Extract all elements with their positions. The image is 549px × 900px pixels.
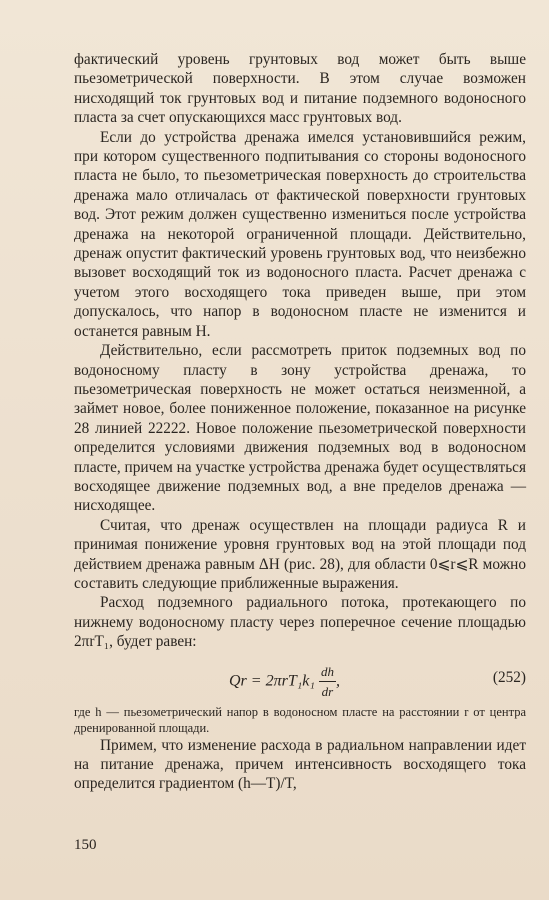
paragraph: Считая, что дренаж осуществлен на площади радиуса R и принимая понижение уровня грунтовых вод на этой площади под действием дренажа равным ΔH (рис. 28), для области 0⩽r⩽R можно составить следующие приближенные выражения.: [74, 516, 526, 592]
equation-left: Qr = 2πrT₁k₁: [229, 672, 315, 690]
paragraph: фактический уровень грунтовых вод может быть выше пьезометрической поверхности. В этом случае возможен нисходящий ток грунтовых вод и питание подземного водоносного пласта за счет опускающихся масс грунтовых вод.: [74, 51, 526, 127]
body-text: [74, 50, 526, 794]
page-number: 150: [74, 837, 97, 853]
fraction-denominator: dr: [321, 684, 334, 699]
equation-body: Qr = 2πrT₁k₁ $\frac{dh}{dr}$ ,: [229, 662, 340, 702]
paragraph: Расход подземного радиального потока, протекающего по нижнему водоносному пласту через поперечное сечение площадью 2πrT₁, будет равен:: [74, 594, 526, 651]
fraction-numerator: dh: [319, 662, 336, 682]
equation-fraction: [319, 662, 336, 702]
paragraph: Примем, что изменение расхода в радиальном направлении идет на питание дренажа, причем интенсивность восходящего тока определится градиентом (h—T)/T,: [74, 736, 526, 793]
equation-number: (252): [492, 668, 526, 686]
footnote-definition: где h — пьезометрический напор в водоносном пласте на расстоянии r от центра дренированной площади.: [74, 704, 526, 735]
paragraph: Если до устройства дренажа имелся установившийся режим, при котором существенного подпитывания со стороны водоносного пласта не было, то пьезометрическая поверхность до строительства дренажа мало отличалась от фактической поверхности грунтовых вод. Этот режим должен существенно измениться после устройства дренажа на некоторой ограниченной площади. Действительно, дренаж опустит фактический уровень грунтовых вод, что неизбежно вызовет восходящий ток из водоносного пласта. Расчет дренажа с учетом этого восходящего тока приведен выше, при этом допускалось, что напор в водоносном пласте не изменится и останется равным H.: [74, 128, 526, 340]
paragraph: Действительно, если рассмотреть приток подземных вод по водоносному пласту в зону устройства дренажа, то пьезометрическая поверхность не может остаться неизменной, а займет новое, более пониженное положение, показанное на рисунке 28 линией 22222. Новое положение пьезометрической поверхности определится условиями движения подземных вод в водоносном пласте, причем на участке устройства дренажа будет осуществляться восходящее движение подземных вод, а вне пределов дренажа — нисходящее.: [74, 342, 526, 515]
equation-252: [74, 656, 526, 700]
